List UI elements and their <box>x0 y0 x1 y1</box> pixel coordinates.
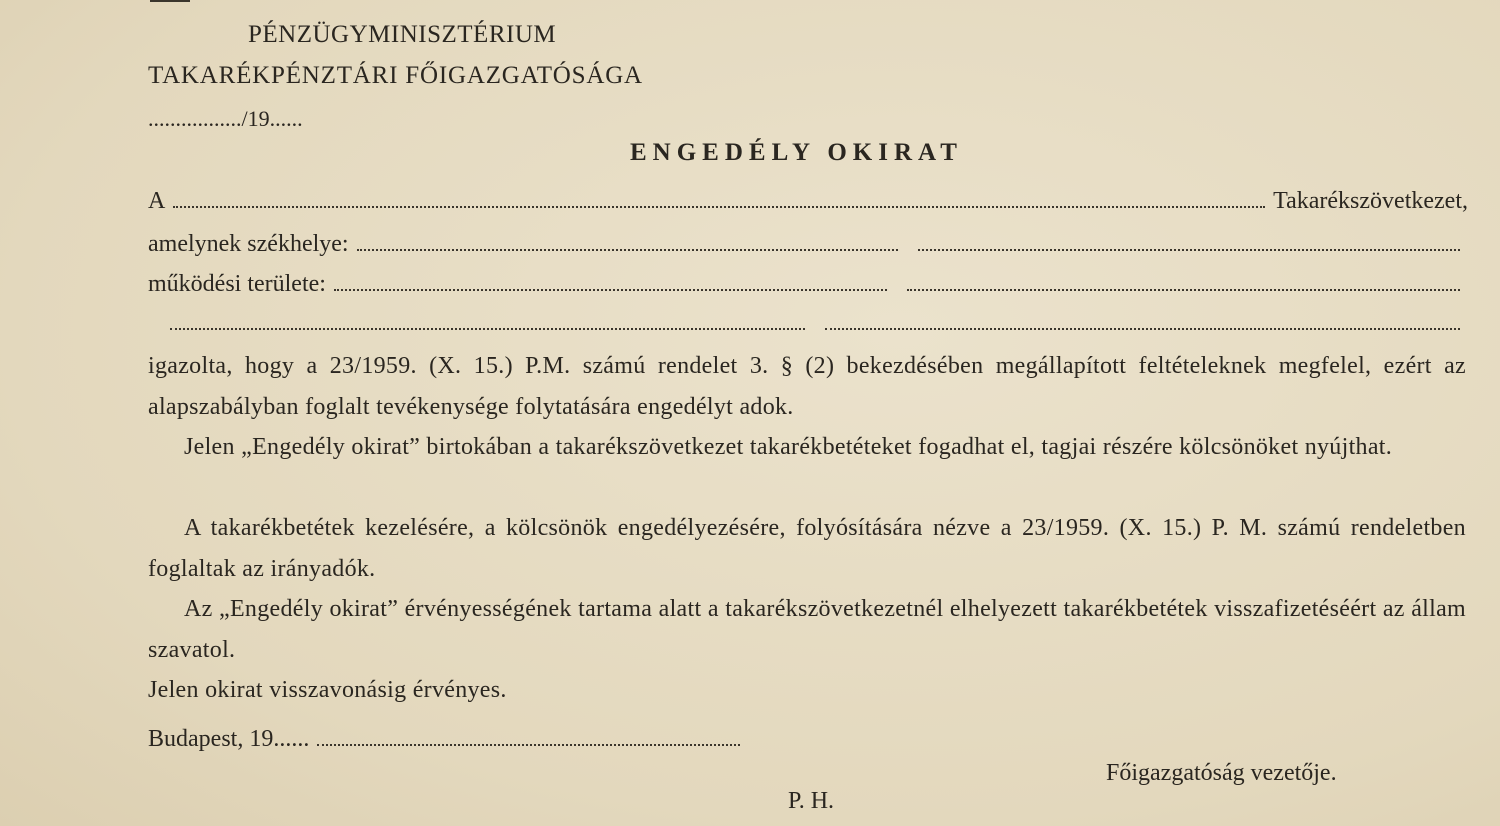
area-continuation-row <box>162 310 1468 330</box>
document-title: ENGEDÉLY OKIRAT <box>630 139 963 166</box>
cooperative-name-field[interactable] <box>173 188 1265 208</box>
paragraph-text: A takarékbetétek kezelésére, a kölcsönök engedélyezésére, folyósítására nézve a 23/1959. (X. 15.) P. M. számú rendeletben foglaltak az irányadók. <box>148 515 1466 582</box>
area-field-4[interactable] <box>825 310 1460 330</box>
suffix-label: Takarékszövetkezet, <box>1273 188 1468 214</box>
paragraph-certification <box>148 346 1466 427</box>
cooperative-name-row <box>148 186 1468 216</box>
prefix-label: A <box>148 188 166 214</box>
seat-field-1[interactable] <box>357 231 899 251</box>
paragraph-guarantee <box>148 589 1466 670</box>
registration-number: ................./19...... <box>148 106 303 131</box>
ministry-heading: PÉNZÜGYMINISZTÉRIUM <box>248 21 557 48</box>
place-date-line <box>148 726 740 753</box>
area-field-1[interactable] <box>334 271 887 291</box>
paragraph-validity <box>148 670 1466 711</box>
date-field[interactable] <box>317 726 740 746</box>
seat-field-2[interactable] <box>918 231 1460 251</box>
paragraph-text: Az „Engedély okirat” érvényességének tartama alatt a takarékszövetkezetnél elhelyezett takarékbetétek visszafizetéséért az állam szavatol. <box>148 596 1466 663</box>
paragraph-text: Jelen okirat visszavonásig érvényes. <box>148 677 507 703</box>
area-label: működési területe: <box>148 271 326 297</box>
paragraph-text: igazolta, hogy a 23/1959. (X. 15.) P.M. számú rendelet 3. § (2) bekezdésében megállapított feltételeknek megfelel, ezért az alapszabályban foglalt tevékenysége folytatására engedélyt adok. <box>148 353 1466 420</box>
place-date-label: Budapest, 19...... <box>148 726 310 752</box>
seat-label: amelynek székhelye: <box>148 231 349 257</box>
paragraph-regulation <box>148 508 1466 589</box>
area-row <box>148 269 1468 299</box>
seal-placeholder: P. H. <box>788 788 835 814</box>
paragraph-text: Jelen „Engedély okirat” birtokában a takarékszövetkezet takarékbetéteket fogadhat el, tagjai részére kölcsönöket nyújthat. <box>184 434 1393 460</box>
top-rule <box>150 0 190 2</box>
paragraph-deposits <box>148 427 1466 468</box>
signer-title: Főigazgatóság vezetője. <box>1106 760 1337 786</box>
area-field-3[interactable] <box>170 310 805 330</box>
area-field-2[interactable] <box>907 271 1460 291</box>
seat-row <box>148 229 1468 259</box>
directorate-heading: TAKARÉKPÉNZTÁRI FŐIGAZGATÓSÁGA <box>148 62 643 89</box>
